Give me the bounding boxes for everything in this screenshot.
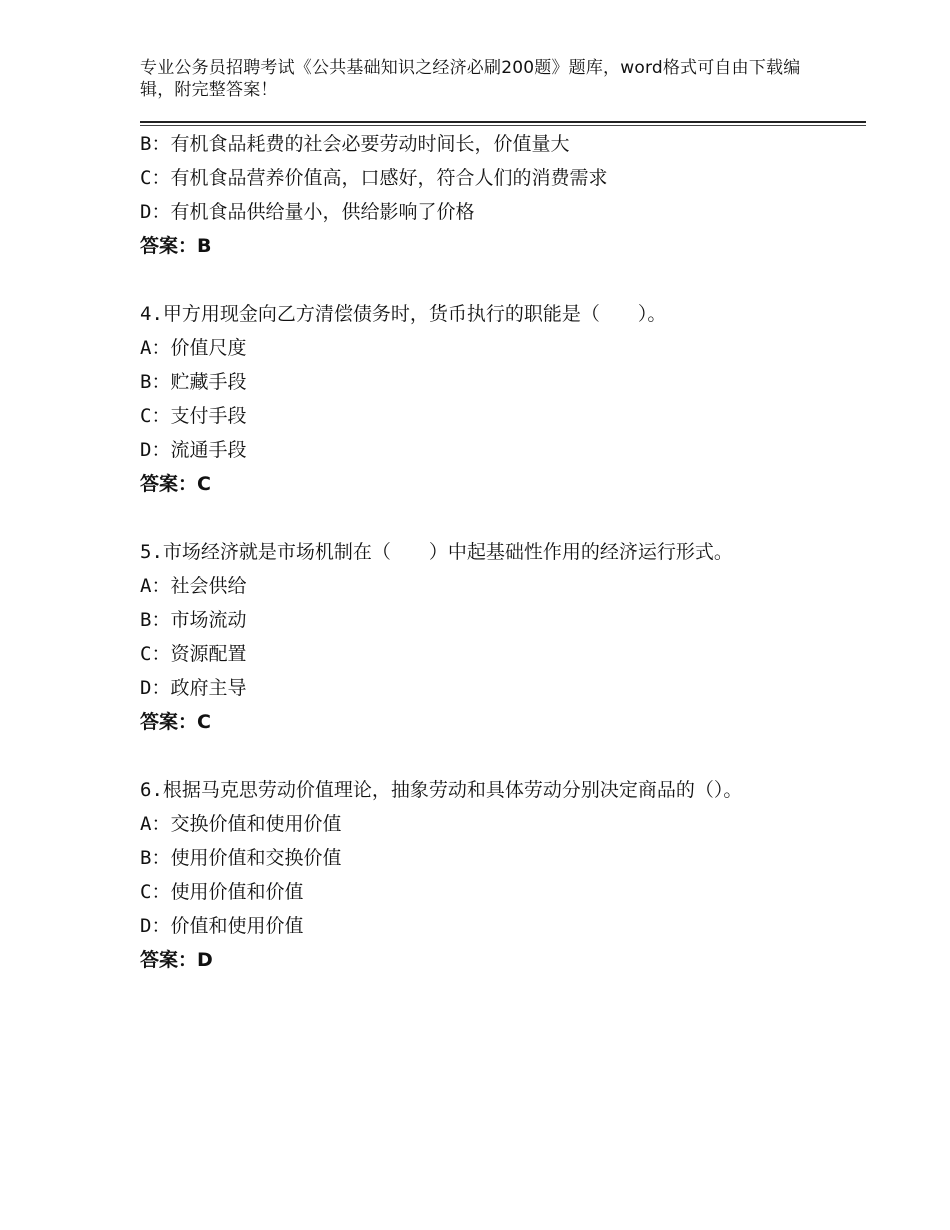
header-rule-thin [140,125,866,126]
question-list [140,127,820,977]
option-c: C：资源配置 [140,643,247,665]
question-block-6 [140,773,820,977]
option-b: B：使用价值和交换价值 [140,847,342,869]
question-stem: 5.市场经济就是市场机制在（ ）中起基础性作用的经济运行形式。 [140,541,733,563]
option-b: B：贮藏手段 [140,371,247,393]
question-stem: 4.甲方用现金向乙方清偿债务时，货币执行的职能是（ ）。 [140,303,667,325]
document-header: 专业公务员招聘考试《公共基础知识之经济必刷200题》题库，word格式可自由下载编辑，附完整答案！ [140,58,801,100]
spacer [140,501,820,535]
answer-line: 答案：D [140,949,213,971]
question-stem: 6.根据马克思劳动价值理论，抽象劳动和具体劳动分别决定商品的（）。 [140,779,743,801]
question-block-5 [140,535,820,739]
answer-line: 答案：C [140,711,211,733]
option-c: C：有机食品营养价值高，口感好，符合人们的消费需求 [140,167,608,189]
spacer [140,263,820,297]
option-c: C：使用价值和价值 [140,881,304,903]
option-d: D：价值和使用价值 [140,915,304,937]
option-d: D：政府主导 [140,677,247,699]
question-block-3 [140,127,820,263]
option-a: A：交换价值和使用价值 [140,813,342,835]
option-d: D：流通手段 [140,439,247,461]
question-block-4 [140,297,820,501]
option-a: A：价值尺度 [140,337,247,359]
option-c: C：支付手段 [140,405,247,427]
option-b: B：市场流动 [140,609,247,631]
option-a: A：社会供给 [140,575,247,597]
option-d: D：有机食品供给量小，供给影响了价格 [140,201,475,223]
option-b: B：有机食品耗费的社会必要劳动时间长，价值量大 [140,133,570,155]
spacer [140,739,820,773]
header-rule-thick [140,121,866,123]
answer-line: 答案：C [140,473,211,495]
answer-line: 答案：B [140,235,212,257]
